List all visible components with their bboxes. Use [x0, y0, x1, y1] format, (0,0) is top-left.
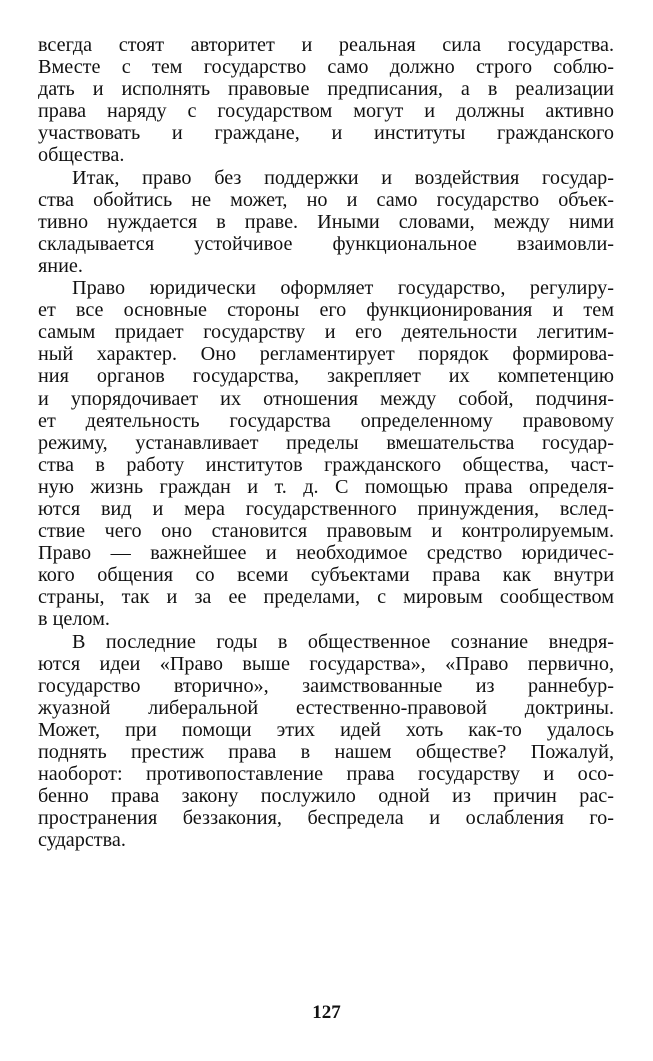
text-line: и упорядочивает их отношения между собой, подчиня- [38, 387, 614, 410]
text-line: ет деятельность государства определенному правовому [38, 409, 614, 432]
text-line: В последние годы в общественное сознание внедря- [72, 630, 614, 653]
text-line: ства обойтись не может, но и само государство объек- [38, 188, 614, 211]
paragraph-2 [38, 167, 614, 277]
text-line: яние. [38, 254, 83, 277]
paragraph-4 [38, 631, 614, 852]
page-number: 127 [312, 1002, 341, 1023]
text-line: ную жизнь граждан и т. д. С помощью права определя- [38, 475, 614, 498]
text-line: ются вид и мера государственного принуждения, вслед- [38, 497, 614, 520]
text-line: жуазной либеральной естественно-правовой доктрины. [38, 696, 614, 719]
text-line: режиму, устанавливает пределы вмешательства государ- [38, 431, 614, 454]
text-line: государство вторично», заимствованные из раннебур- [38, 674, 614, 697]
text-line: ствие чего оно становится правовым и контролируемым. [38, 520, 614, 543]
text-line: всегда стоят авторитет и реальная сила государства. [38, 34, 614, 56]
text-line: сударства. [38, 829, 126, 852]
text-line: Итак, право без поддержки и воздействия государ- [72, 166, 614, 189]
text-line: Право — важнейшее и необходимое средство юридичес- [38, 542, 614, 565]
text-line: бенно права закону послужило одной из причин рас- [38, 785, 614, 808]
paragraph-3 [38, 277, 614, 631]
text-line: самым придает государству и его деятельности легитим- [38, 321, 614, 344]
text-line: кого общения со всеми субъектами права как внутри [38, 564, 614, 587]
text-line: пространения беззакония, беспредела и ослабления го- [38, 807, 614, 830]
text-line: поднять престиж права в нашем обществе? Пожалуй, [38, 741, 614, 763]
page-body [38, 34, 614, 851]
text-line: ния органов государства, закрепляет их компетенцию [38, 365, 614, 388]
text-line: ет все основные стороны его функционирования и тем [38, 299, 614, 322]
text-line: в целом. [38, 608, 110, 631]
text-line: дать и исполнять правовые предписания, а в реализации [38, 78, 614, 101]
text-line: Право юридически оформляет государство, регулиру- [72, 277, 614, 300]
text-line: наоборот: противопоставление права государству и осо- [38, 763, 614, 786]
text-line: Вместе с тем государство само должно строго соблю- [38, 56, 614, 79]
text-line: складывается устойчивое функциональное взаимовли- [38, 232, 614, 255]
text-line: ются идеи «Право выше государства», «Право первично, [38, 652, 614, 675]
text-line: права наряду с государством могут и должны активно [38, 100, 614, 123]
text-line: ный характер. Оно регламентирует порядок формирова- [38, 343, 614, 366]
text-line: тивно нуждается в праве. Иными словами, между ними [38, 210, 614, 233]
text-line: ства в работу институтов гражданского общества, част- [38, 453, 614, 476]
paragraph-1 [38, 34, 614, 167]
text-line: Может, при помощи этих идей хоть как-то удалось [38, 718, 614, 741]
text-line: общества. [38, 144, 125, 167]
text-line: страны, так и за ее пределами, с мировым сообществом [38, 586, 614, 609]
text-line: участвовать и граждане, и институты гражданского [38, 122, 614, 145]
